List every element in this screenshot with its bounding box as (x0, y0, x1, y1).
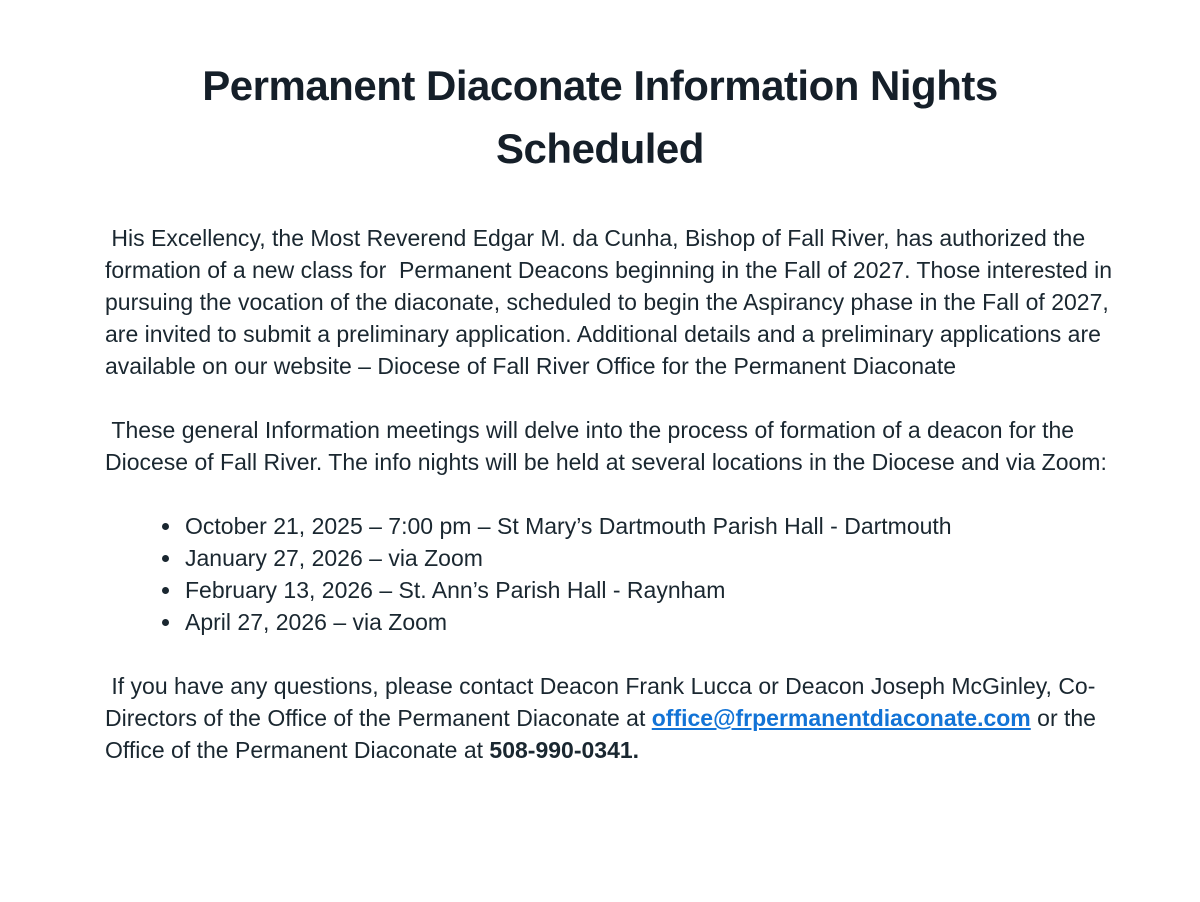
meetings-paragraph: These general Information meetings will delve into the process of formation of a deacon for the Diocese of Fall River. The info nights will be held at several locations in the Diocese and via Zoom: (105, 417, 1107, 475)
list-item: • April 27, 2026 – via Zoom (183, 606, 1138, 638)
list-item: • January 27, 2026 – via Zoom (183, 542, 1138, 574)
phone-number: 508-990-0341. (489, 737, 640, 763)
email-link[interactable]: office@frpermanentdiaconate.com (651, 705, 1031, 731)
contact-text-after-link: or the Office of the Permanent Diaconate at (105, 705, 1103, 763)
contact-paragraph (105, 670, 1138, 766)
contact-text-before-link: If you have any questions, please contact Deacon Frank Lucca or Deacon Joseph McGinley, Co-Directors of the Office of the Permanent Diaconate at (105, 673, 1096, 731)
list-item: • February 13, 2026 – St. Ann’s Parish Hall - Raynham (183, 574, 1138, 606)
page-title: Permanent Diaconate Information Nights Scheduled (202, 62, 998, 172)
article-body (105, 222, 1138, 766)
intro-paragraph: His Excellency, the Most Reverend Edgar M. da Cunha, Bishop of Fall River, has authorized the formation of a new class for Permanent Deacons beginning in the Fall of 2027. Those interested in pursuing the vocation of the diaconate, scheduled to begin the Aspirancy phase in the Fall of 2027, are invited to submit a preliminary application. Additional details and a preliminary applications are available on our website – Diocese of Fall River Office for the Permanent Diaconate (105, 225, 1119, 379)
event-list (105, 510, 1138, 638)
list-item: • October 21, 2025 – 7:00 pm – St Mary’s Dartmouth Parish Hall - Dartmouth (183, 510, 1138, 542)
